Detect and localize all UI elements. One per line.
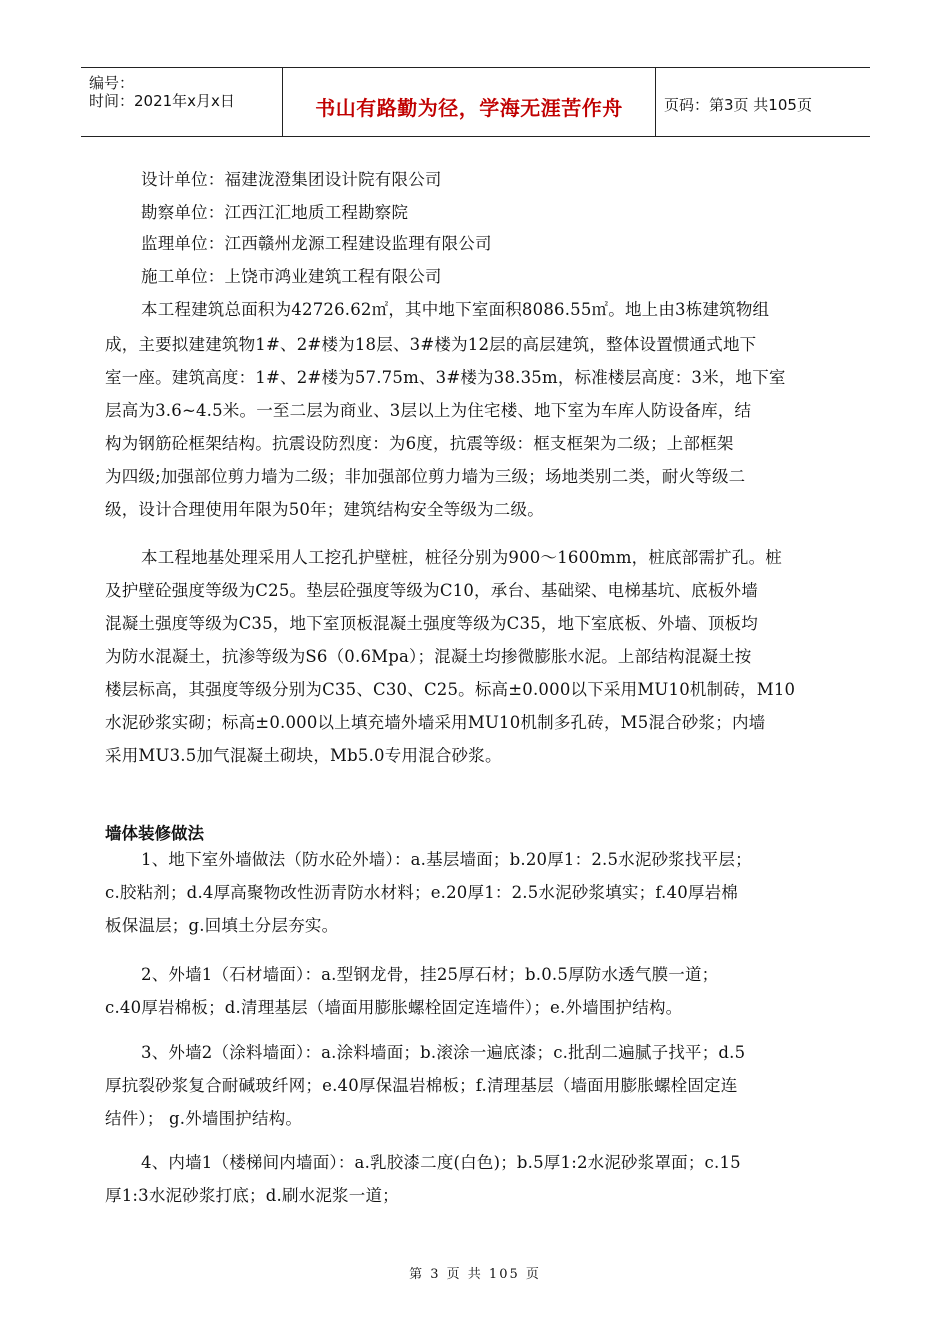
para1-line: 为四级;加强部位剪力墙为二级；非加强部位剪力墙为三级；场地类别二类，耐火等级二 xyxy=(105,467,746,486)
item1-line: c.胶粘剂；d.4厚高聚物改性沥青防水材料；e.20厚1：2.5水泥砂浆填实；f.40厚岩棉 xyxy=(105,883,738,902)
item1-line: 板保温层；g.回填土分层夯实。 xyxy=(105,916,339,935)
para2-line: 水泥砂浆实砌；标高±0.000以上填充墙外墙采用MU10机制多孔砖，M5混合砂浆；内墙 xyxy=(105,713,766,732)
document-number: 编号： xyxy=(89,74,135,92)
page-number-info: 页码：第3页 共105页 xyxy=(664,96,812,114)
item3-line: 结件）； g.外墙围护结构。 xyxy=(105,1109,303,1128)
construction-unit: 施工单位：上饶市鸿业建筑工程有限公司 xyxy=(141,267,442,286)
para2-line: 及护壁砼强度等级为C25。垫层砼强度等级为C10，承台、基础梁、电梯基坑、底板外墙 xyxy=(105,581,758,600)
para1-line: 本工程建筑总面积为42726.62㎡，其中地下室面积8086.55㎡。地上由3栋建筑物组 xyxy=(141,300,770,319)
header-page-cell xyxy=(656,68,870,136)
header-slogan-cell xyxy=(283,68,656,136)
document-date: 时间：2021年x月x日 xyxy=(89,92,235,110)
page-footer: 第 3 页 共 105 页 xyxy=(409,1267,541,1282)
para2-line: 本工程地基处理采用人工挖孔护壁桩，桩径分别为900～1600mm，桩底部需扩孔。桩 xyxy=(141,548,782,567)
page-header xyxy=(81,67,870,137)
slogan: 书山有路勤为径，学海无涯苦作舟 xyxy=(315,96,623,120)
item2-line: c.40厚岩棉板；d.清理基层（墙面用膨胀螺栓固定连墙件）；e.外墙围护结构。 xyxy=(105,998,683,1017)
para2-line: 为防水混凝土，抗渗等级为S6（0.6Mpa）；混凝土均掺微膨胀水泥。上部结构混凝土按 xyxy=(105,647,752,666)
para1-line: 层高为3.6~4.5米。一至二层为商业、3层以上为住宅楼、地下室为车库人防设备库，结 xyxy=(105,401,752,420)
para1-line: 成，主要拟建建筑物1#、2#楼为18层、3#楼为12层的高层建筑，整体设置惯通式地下 xyxy=(105,335,757,354)
design-unit: 设计单位：福建泷澄集团设计院有限公司 xyxy=(141,170,442,189)
para1-line: 室一座。建筑高度：1#、2#楼为57.75m、3#楼为38.35m，标准楼层高度：3米，地下室 xyxy=(105,368,786,387)
item4-line: 4、内墙1（楼梯间内墙面）：a.乳胶漆二度(白色)；b.5厚1:2水泥砂浆罩面；c.15 xyxy=(141,1153,741,1172)
item3-line: 厚抗裂砂浆复合耐碱玻纤网；e.40厚保温岩棉板；f.清理基层（墙面用膨胀螺栓固定连 xyxy=(105,1076,738,1095)
para2-line: 楼层标高，其强度等级分别为C35、C30、C25。标高±0.000以下采用MU10机制砖，M10 xyxy=(105,680,796,699)
para2-line: 采用MU3.5加气混凝土砌块，Mb5.0专用混合砂浆。 xyxy=(105,746,502,765)
item3-line: 3、外墙2（涂料墙面）：a.涂料墙面；b.滚涂一遍底漆；c.批刮二遍腻子找平；d.5 xyxy=(141,1043,746,1062)
header-meta-cell xyxy=(81,68,283,136)
para1-line: 级，设计合理使用年限为50年；建筑结构安全等级为二级。 xyxy=(105,500,544,519)
item2-line: 2、外墙1（石材墙面）：a.型钢龙骨，挂25厚石材；b.0.5厚防水透气膜一道； xyxy=(141,965,719,984)
supervision-unit: 监理单位：江西赣州龙源工程建设监理有限公司 xyxy=(141,234,492,253)
para2-line: 混凝土强度等级为C35，地下室顶板混凝土强度等级为C35，地下室底板、外墙、顶板均 xyxy=(105,614,758,633)
section-title: 墙体装修做法 xyxy=(105,824,204,843)
item4-line: 厚1:3水泥砂浆打底；d.刷水泥浆一道； xyxy=(105,1186,399,1205)
item1-line: 1、地下室外墙做法（防水砼外墙）：a.基层墙面；b.20厚1：2.5水泥砂浆找平层； xyxy=(141,850,752,869)
para1-line: 构为钢筋砼框架结构。抗震设防烈度：为6度，抗震等级：框支框架为二级；上部框架 xyxy=(105,434,734,453)
survey-unit: 勘察单位：江西江汇地质工程勘察院 xyxy=(141,203,409,222)
